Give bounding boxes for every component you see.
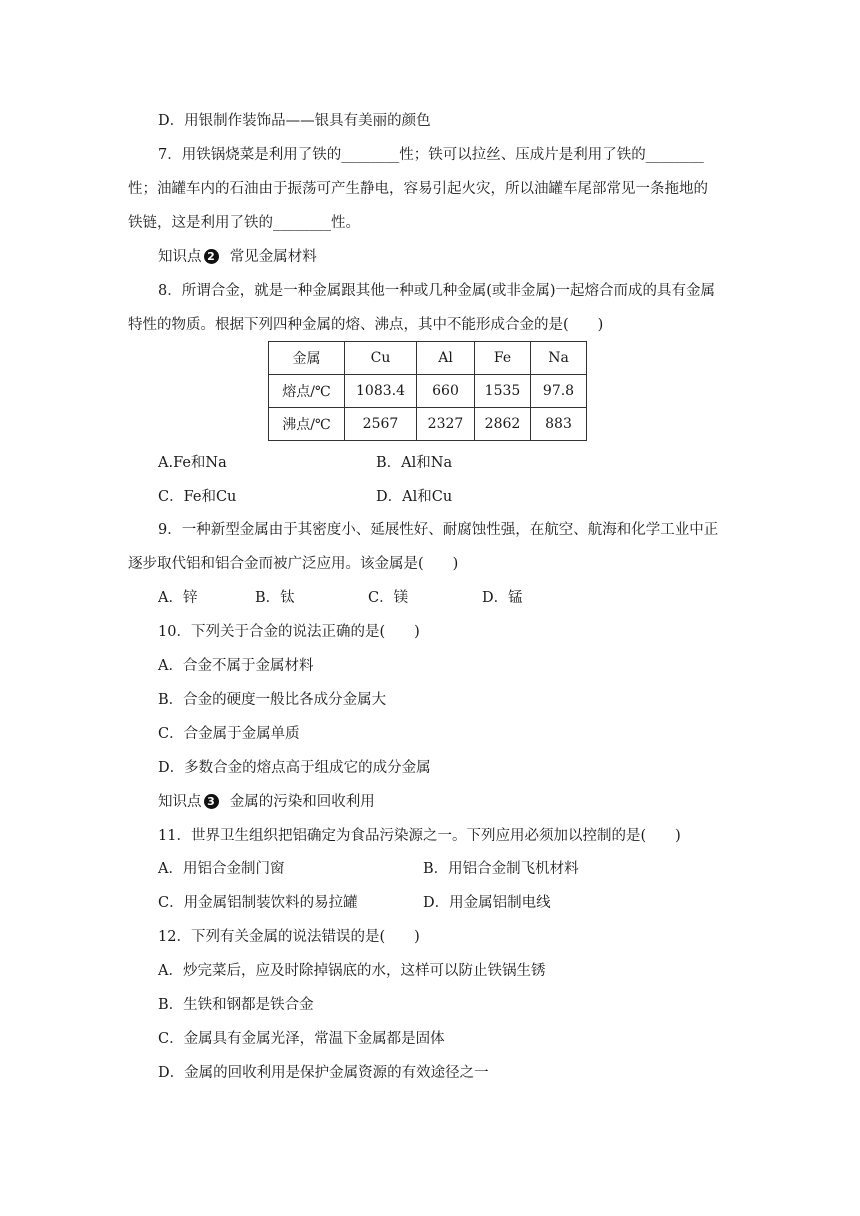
table-row	[269, 375, 587, 408]
q8-option-c: C．Fe和Cu	[158, 489, 237, 505]
table-cell: 660	[417, 375, 475, 408]
table-row	[269, 408, 587, 441]
q11-option-d: D．用金属铝制电线	[423, 895, 551, 911]
q7-line-3: 铁链，这是利用了铁的________性。	[128, 215, 360, 231]
q7-line-2: 性；油罐车内的石油由于振荡可产生静电，容易引起火灾，所以油罐车尾部常见一条拖地的	[128, 181, 708, 197]
q11-option-c: C．用金属铝制装饮料的易拉罐	[158, 895, 358, 911]
table-cell: 1535	[475, 375, 531, 408]
table-header-row	[269, 342, 587, 375]
q9-option-d: D．锰	[482, 590, 523, 606]
q11-stem: 11．世界卫生组织把铝确定为食品污染源之一。下列应用必须加以控制的是( )	[158, 828, 681, 844]
kp-title: 金属的污染和回收利用	[229, 794, 375, 810]
q12-option-d: D．金属的回收利用是保护金属资源的有效途径之一	[158, 1065, 489, 1081]
q8-option-d: D．Al和Cu	[376, 489, 453, 505]
table-cell: Al	[417, 342, 475, 375]
q9-option-c: C．镁	[368, 590, 409, 606]
q8-line-1: 8．所谓合金，就是一种金属跟其他一种或几种金属(或非金属)一起熔合而成的具有金属	[158, 283, 716, 299]
q12-option-b: B．生铁和钢都是铁合金	[158, 997, 314, 1013]
table-cell: 2567	[345, 408, 417, 441]
q10-option-a: A．合金不属于金属材料	[158, 658, 314, 674]
q9-line-2: 逐步取代铝和铝合金而被广泛应用。该金属是( )	[128, 556, 459, 572]
q7-line-1: 7．用铁锅烧菜是利用了铁的________性；铁可以拉丝、压成片是利用了铁的________	[158, 147, 704, 163]
table-cell: Na	[531, 342, 587, 375]
q10-option-c: C．合金属于金属单质	[158, 726, 300, 742]
q12-option-c: C．金属具有金属光泽，常温下金属都是固体	[158, 1031, 445, 1047]
table-cell: 2327	[417, 408, 475, 441]
q9-option-b: B．钛	[255, 590, 295, 606]
knowledge-point-2-heading	[158, 247, 317, 267]
knowledge-point-3-heading	[158, 792, 375, 812]
table-cell: Cu	[345, 342, 417, 375]
table-cell: Fe	[475, 342, 531, 375]
table-cell: 沸点/℃	[269, 408, 345, 441]
table-cell: 97.8	[531, 375, 587, 408]
number-badge-icon: 3	[204, 794, 219, 809]
kp-prefix: 知识点	[158, 794, 202, 810]
q10-option-b: B．合金的硬度一般比各成分金属大	[158, 692, 387, 708]
table-cell: 1083.4	[345, 375, 417, 408]
q10-option-d: D．多数合金的熔点高于组成它的成分金属	[158, 760, 431, 776]
q9-option-a: A．锌	[158, 590, 198, 606]
number-badge-icon: 2	[204, 249, 219, 264]
q9-line-1: 9．一种新型金属由于其密度小、延展性好、耐腐蚀性强，在航空、航海和化学工业中正	[158, 522, 719, 538]
q6-option-d: D．用银制作装饰品——银具有美丽的颜色	[158, 113, 431, 129]
q10-stem: 10．下列关于合金的说法正确的是( )	[158, 624, 420, 640]
table-cell: 金属	[269, 342, 345, 375]
table-cell: 熔点/℃	[269, 375, 345, 408]
table-cell: 2862	[475, 408, 531, 441]
q12-stem: 12．下列有关金属的说法错误的是( )	[158, 929, 420, 945]
melting-boiling-point-table	[268, 341, 587, 441]
q11-option-a: A．用铝合金制门窗	[158, 861, 285, 877]
kp-title: 常见金属材料	[229, 249, 317, 265]
kp-prefix: 知识点	[158, 249, 202, 265]
q8-option-b: B．Al和Na	[376, 455, 453, 471]
table-cell: 883	[531, 408, 587, 441]
q8-option-a: A.Fe和Na	[158, 455, 227, 471]
q12-option-a: A．炒完菜后，应及时除掉锅底的水，这样可以防止铁锅生锈	[158, 963, 546, 979]
q11-option-b: B．用铝合金制飞机材料	[423, 861, 579, 877]
q8-line-2: 特性的物质。根据下列四种金属的熔、沸点，其中不能形成合金的是( )	[128, 317, 604, 333]
